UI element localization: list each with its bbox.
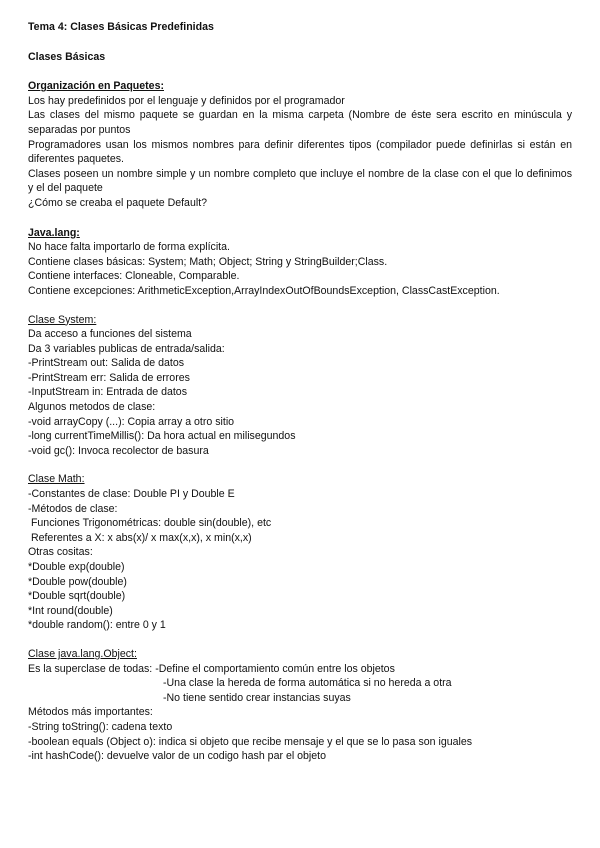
math-line: *Double pow(double)	[28, 575, 127, 588]
system-line: Da acceso a funciones del sistema	[28, 328, 192, 341]
math-line: Funciones Trigonométricas: double sin(double), etc	[28, 517, 272, 530]
system-line: -void arrayCopy (...): Copia array a otro sitio	[28, 415, 235, 428]
object-superclass-lead: Es la superclase de todas:	[28, 662, 156, 675]
section-organizacion	[28, 79, 572, 210]
javalang-line: No hace falta importarlo de forma explícita.	[28, 241, 230, 254]
organizacion-line: Las clases del mismo paquete se guardan en la misma carpeta (Nombre de éste sera escrito en minúscula y separadas por puntos	[28, 109, 572, 136]
system-line: -PrintStream err: Salida de errores	[28, 371, 190, 384]
javalang-line: Contiene interfaces: Cloneable, Comparable.	[28, 270, 240, 283]
section-heading-organizacion: Organización en Paquetes:	[28, 80, 164, 93]
object-superclass-item: -Una clase la hereda de forma automática si no hereda a otra	[163, 677, 452, 690]
section-heading-javalang: Java.lang:	[28, 226, 80, 239]
system-line: Da 3 variables publicas de entrada/salida:	[28, 342, 225, 355]
document-title: Tema 4: Clases Básicas Predefinidas	[28, 21, 214, 33]
organizacion-line: Los hay predefinidos por el lenguaje y definidos por el programador	[28, 94, 345, 107]
javalang-line: Contiene excepciones: ArithmeticException,ArrayIndexOutOfBoundsException, ClassCastException.	[28, 284, 500, 297]
math-line: -Métodos de clase:	[28, 502, 118, 515]
object-superclass-row	[28, 662, 572, 677]
math-line: Referentes a X: x abs(x)/ x max(x,x), x min(x,x)	[28, 531, 252, 544]
math-line: *Int round(double)	[28, 604, 113, 617]
section-object	[28, 647, 572, 764]
section-heading-object: Clase java.lang.Object:	[28, 647, 137, 660]
organizacion-line: Clases poseen un nombre simple y un nombre completo que incluye el nombre de la clase con el que lo definimos y el del paquete	[28, 167, 572, 195]
organizacion-line: Programadores usan los mismos nombres para definir diferentes tipos (compilador puede definirlas si están en diferentes paquetes.	[28, 138, 572, 166]
section-math	[28, 472, 572, 633]
object-method-line: -boolean equals (Object o): indica si objeto que recibe mensaje y el que se lo pasa son iguales	[28, 735, 473, 748]
math-line: *Double exp(double)	[28, 561, 125, 573]
system-line: Algunos metodos de clase:	[28, 401, 156, 414]
math-line: -Constantes de clase: Double PI y Double E	[28, 488, 235, 501]
document-content	[28, 20, 572, 764]
system-line: -void gc(): Invoca recolector de basura	[28, 444, 209, 457]
organizacion-line: ¿Cómo se creaba el paquete Default?	[28, 196, 208, 209]
system-line: -PrintStream out: Salida de datos	[28, 357, 185, 370]
system-line: -InputStream in: Entrada de datos	[28, 386, 187, 399]
system-line: -long currentTimeMillis(): Da hora actual en milisegundos	[28, 430, 296, 443]
section-heading-math: Clase Math:	[28, 473, 85, 486]
object-methods-heading: Métodos más importantes:	[28, 706, 153, 719]
object-method-line: -String toString(): cadena texto	[28, 720, 173, 733]
section-javalang	[28, 226, 572, 299]
object-superclass-item: -Define el comportamiento común entre los objetos	[155, 662, 395, 675]
math-line: *double random(): entre 0 y 1	[28, 619, 166, 632]
section-system	[28, 313, 572, 459]
section-heading-system: Clase System:	[28, 313, 97, 326]
math-line: Otras cositas:	[28, 546, 93, 559]
object-method-line: -int hashCode(): devuelve valor de un codigo hash par el objeto	[28, 750, 326, 763]
document-subtitle: Clases Básicas	[28, 50, 106, 63]
object-superclass-item: -No tiene sentido crear instancias suyas	[163, 691, 351, 704]
javalang-line: Contiene clases básicas: System; Math; Object; String y StringBuilder;Class.	[28, 255, 388, 268]
math-line: *Double sqrt(double)	[28, 590, 126, 603]
